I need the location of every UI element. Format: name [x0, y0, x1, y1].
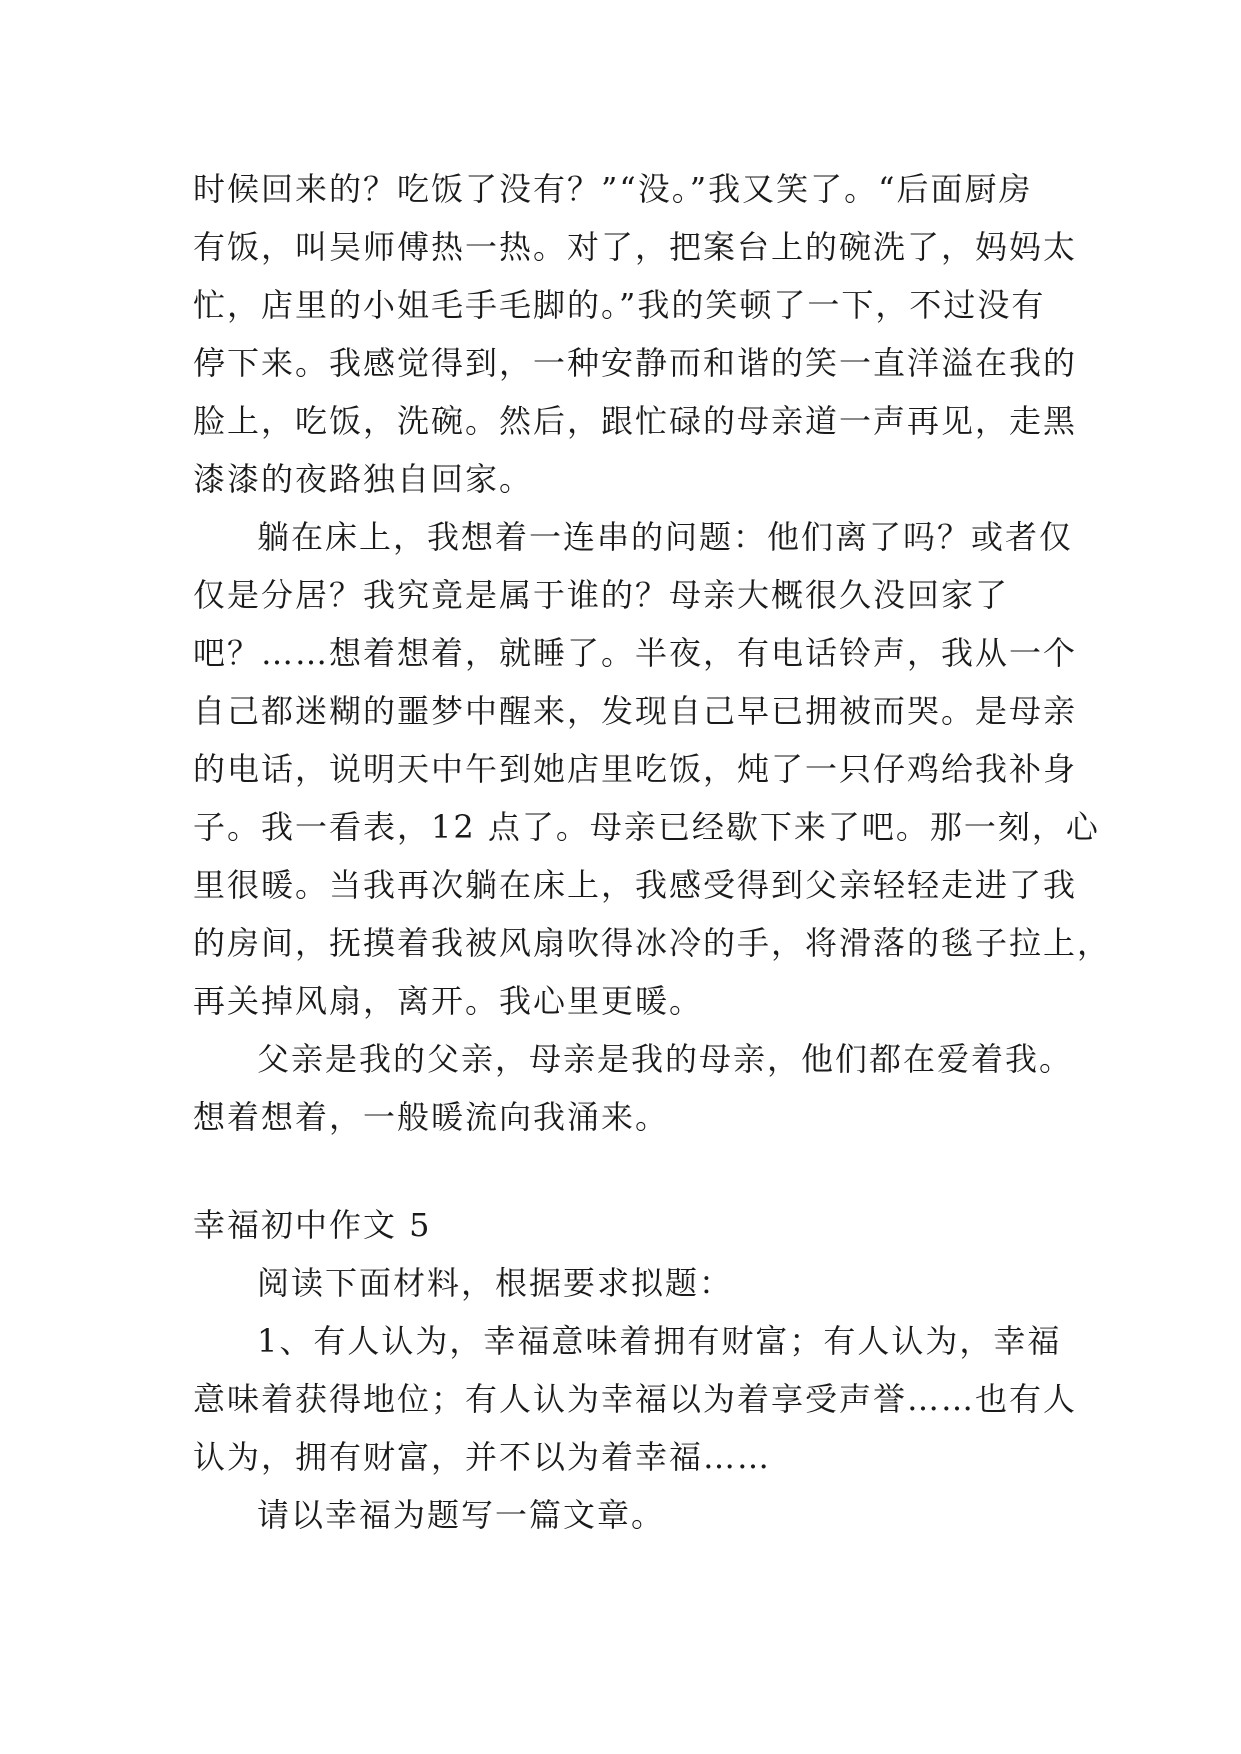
paragraph-line: 漆漆的夜路独自回家。: [193, 460, 534, 498]
paragraph-line: 忙，店里的小姐毛手毛脚的。”我的笑顿了一下，不过没有: [193, 286, 1046, 324]
paragraph-line: 有饭，叫吴师傅热一热。对了，把案台上的碗洗了，妈妈太: [193, 228, 1078, 266]
paragraph-line: 再关掉风扇，离开。我心里更暖。: [193, 982, 704, 1020]
paragraph-line: 躺在床上，我想着一连串的问题：他们离了吗？或者仅: [257, 518, 1074, 556]
paragraph-line: 意味着获得地位；有人认为幸福以为着享受声誉……也有人: [193, 1380, 1078, 1418]
paragraph-line: 想着想着，一般暖流向我涌来。: [193, 1098, 670, 1136]
paragraph-line: 请以幸福为题写一篇文章。: [257, 1496, 666, 1534]
paragraph-line: 吧？……想着想着，就睡了。半夜，有电话铃声，我从一个: [193, 634, 1078, 672]
paragraph-line: 停下来。我感觉得到，一种安静而和谐的笑一直洋溢在我的: [193, 344, 1078, 382]
paragraph-line: 的房间，抚摸着我被风扇吹得冰冷的手，将滑落的毯子拉上，: [193, 924, 1112, 962]
paragraph-line: 1、有人认为，幸福意味着拥有财富；有人认为，幸福: [257, 1322, 1062, 1360]
paragraph-line: 里很暖。当我再次躺在床上，我感受得到父亲轻轻走进了我: [193, 866, 1078, 904]
section-heading: 幸福初中作文 5: [193, 1206, 432, 1244]
paragraph-line: 的电话，说明天中午到她店里吃饭，炖了一只仔鸡给我补身: [193, 750, 1078, 788]
paragraph-line: 时候回来的？吃饭了没有？”“没。”我又笑了。“后面厨房: [193, 170, 1033, 208]
paragraph-line: 父亲是我的父亲，母亲是我的母亲，他们都在爱着我。: [257, 1040, 1074, 1078]
paragraph-line: 脸上，吃饭，洗碗。然后，跟忙碌的母亲道一声再见，走黑: [193, 402, 1078, 440]
paragraph-line: 自己都迷糊的噩梦中醒来，发现自己早已拥被而哭。是母亲: [193, 692, 1078, 730]
paragraph-line: 阅读下面材料，根据要求拟题：: [257, 1264, 734, 1302]
paragraph-line: 仅是分居？我究竟是属于谁的？母亲大概很久没回家了: [193, 576, 1010, 614]
paragraph-line: 子。我一看表，12 点了。母亲已经歇下来了吧。那一刻，心: [193, 808, 1100, 846]
paragraph-line: 认为，拥有财富，并不以为着幸福……: [193, 1438, 772, 1476]
